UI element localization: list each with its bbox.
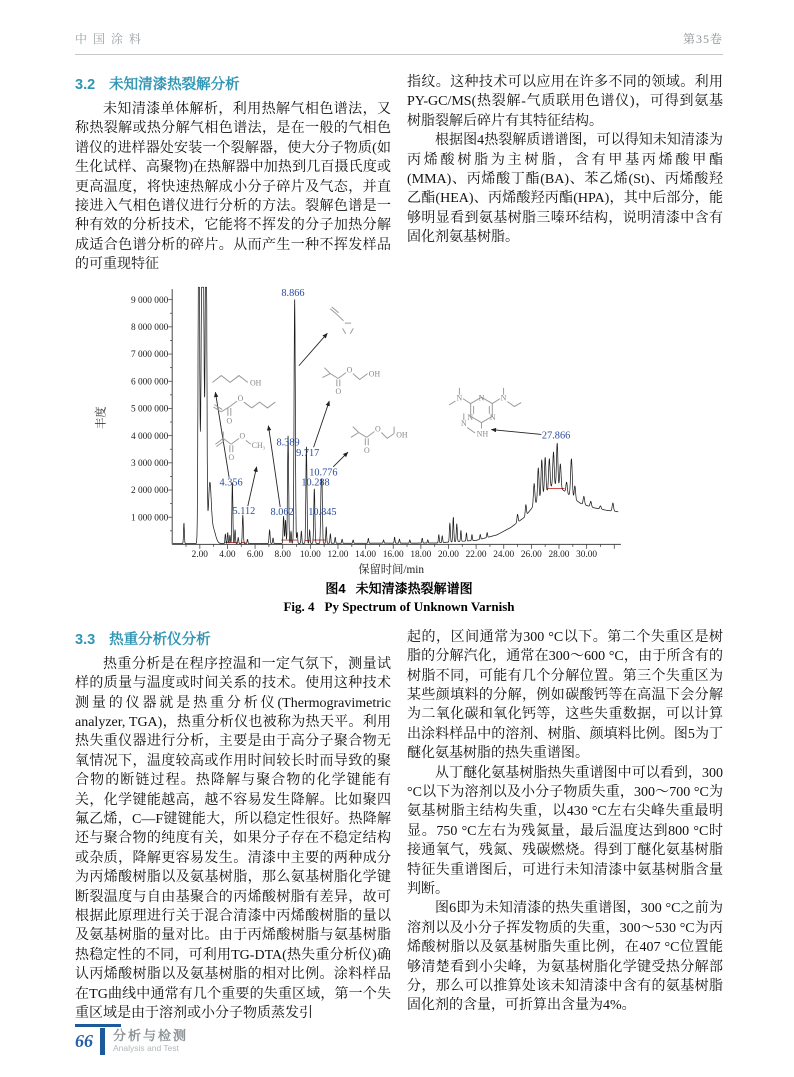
svg-text:8.389: 8.389 — [276, 436, 300, 448]
structure-n-butanol — [212, 375, 261, 387]
svg-text:N: N — [500, 393, 507, 403]
footer-section-en: Analysis and Test — [113, 1043, 179, 1054]
svg-text:OH: OH — [368, 369, 381, 379]
svg-text:N: N — [489, 412, 496, 422]
figure-caption-cn — [75, 580, 723, 598]
paragraph: 未知清漆单体解析，利用热解气相色谱法，又称热裂解或热分解气相色谱法，是在一般的气相色谱仪的进样器处安装一个裂解器，使大分子物质(如生化试样、高聚物)在热解器中加热到几百摄氏度或更高温度，将快速热解成小分子碎片及气态，并直接进入气相色谱仪进行分析的方法。裂解色谱是一种有效的分析技术，它能将不挥发的分子加热分解成适合色谱分析的碎片。从而产生一种不挥发样品的可重现特征 — [75, 102, 391, 273]
structure-methyl-methacrylate — [215, 431, 265, 462]
svg-text:9.717: 9.717 — [296, 447, 320, 459]
structure-styrene — [330, 306, 357, 335]
svg-text:6 000 000: 6 000 000 — [131, 377, 169, 388]
footer-column — [113, 1029, 188, 1054]
svg-text:10.845: 10.845 — [308, 506, 337, 518]
svg-text:10.288: 10.288 — [301, 477, 330, 489]
svg-text:4.356: 4.356 — [219, 477, 243, 489]
svg-text:10.776: 10.776 — [309, 467, 338, 479]
svg-text:5.112: 5.112 — [232, 505, 256, 517]
section-title: 未知清漆热裂解分析 — [109, 77, 240, 93]
svg-text:O: O — [335, 386, 342, 396]
footer-section-cn: 分析与检测 — [113, 1027, 189, 1043]
svg-text:OH: OH — [396, 430, 408, 440]
page-footer — [75, 1024, 188, 1055]
figure-title-en: Py Spectrum of Unknown Varnish — [324, 599, 515, 615]
section-title: 热重分析仪分析 — [109, 631, 211, 648]
svg-text:8.866: 8.866 — [281, 287, 305, 299]
section-number: 3.2 — [75, 77, 96, 93]
svg-text:N: N — [456, 393, 463, 403]
structure-hydroxyethyl-acrylate — [322, 365, 380, 396]
svg-text:30.00: 30.00 — [576, 549, 598, 560]
svg-text:6.00: 6.00 — [246, 549, 264, 560]
section-3-3-heading — [75, 628, 391, 649]
footer-bar — [100, 1028, 105, 1055]
svg-text:OH: OH — [249, 378, 262, 388]
volume-number: 第35卷 — [682, 32, 723, 46]
section-3-2-heading — [75, 73, 391, 94]
structure-triazine-melamine — [449, 387, 521, 438]
section-3-2 — [75, 73, 723, 275]
y-axis-title: 丰度 — [95, 406, 108, 429]
svg-text:22.00: 22.00 — [465, 549, 487, 560]
section-3-3 — [75, 628, 723, 1024]
svg-text:N: N — [467, 412, 474, 422]
svg-text:8 000 000: 8 000 000 — [131, 322, 169, 333]
left-column-top — [75, 73, 391, 275]
paragraph: 热重分析是在程序控温和一定气氛下，测量试样的质量与温度或时间关系的技术。使用这种技术测量的仪器就是热重分析仪(Thermogravimetric analyzer, TGA)，热重分析仪也被称为热天平。利用热失重仪器进行分析，主要是由于高分子聚合物无氧情况下，温度较高或作用时间较长时而导致的聚合物的断链过程。热降解与聚合物的化学键能有关，化学键能越高，越不容易发生降解。比如聚四氟乙烯，C—F键键能大，所以稳定性很好。热降解还与聚合物的纯度有关，如果分子存在不稳定结构或杂质，降解更容易发生。清漆中主要的两种成分为丙烯酸树脂以及氨基树脂，那么氨基树脂化学键断裂温度与自由基聚合的丙烯酸树脂有差异，故可根据此原理进行关于混合清漆中丙烯酸树脂的量以及氨基树脂的量对比。由于丙烯酸树脂与氨基树脂热稳定性的不同，可利用TG-DTA(热失重分析仪)确认丙烯酸树脂以及氨基树脂的相对比例。涂料样品在TG曲线中通常有几个重要的失重区域，第一个失重区域是由于溶剂或小分子物质蒸发引 — [75, 656, 391, 1022]
svg-text:O: O — [237, 393, 244, 403]
right-column-top — [407, 73, 723, 275]
chart-ticks — [131, 295, 614, 559]
right-column-bottom — [407, 628, 723, 1024]
svg-text:O: O — [363, 445, 370, 455]
figure-label-en: Fig. 4 — [283, 599, 315, 615]
paragraph: 根据图4热裂解质谱谱图，可以得知未知清漆为丙烯酸树脂为主树脂，含有甲基丙烯酸甲酯(MMA)、丙烯酸丁酯(BA)、苯乙烯(St)、丙烯酸羟乙酯(HEA)、丙烯酸羟丙酯(HPA)，其中后部分，能够明显看到氨基树脂三嗪环结构，说明清漆中含有固化剂氨基树脂。 — [407, 133, 723, 246]
svg-text:CH₃: CH₃ — [251, 440, 266, 450]
svg-text:4 000 000: 4 000 000 — [131, 431, 169, 442]
svg-text:10.00: 10.00 — [299, 549, 321, 560]
paragraph: 图6即为未知清漆的热失重谱图，300 °C之前为溶剂以及小分子挥发物质的失重，300～530 °C为丙烯酸树脂以及氨基树脂失重比例，在407 °C位置能够清楚看到小尖峰，为氨基树脂化学键受热分解部分，那么可以推算处该未知清漆中含有的氨基树脂固化剂的含量，可折算出含量为4%。 — [407, 901, 723, 1014]
svg-text:1 000 000: 1 000 000 — [131, 513, 169, 524]
py-chart — [75, 285, 723, 580]
svg-text:26.00: 26.00 — [520, 549, 542, 560]
svg-text:NH: NH — [476, 429, 489, 439]
page-header — [75, 30, 723, 55]
svg-text:O: O — [226, 416, 233, 426]
left-column-bottom — [75, 628, 391, 1024]
svg-text:27.866: 27.866 — [541, 430, 571, 442]
footer-badge — [75, 1024, 188, 1055]
figure-label-cn: 图4 — [325, 580, 346, 596]
svg-text:O: O — [239, 431, 246, 441]
svg-text:7 000 000: 7 000 000 — [131, 349, 169, 360]
figure-4 — [75, 285, 723, 616]
structure-hydroxypropyl-acrylate — [351, 424, 408, 455]
figure-title-cn: 未知清漆热裂解谱图 — [355, 580, 473, 596]
svg-text:8.062: 8.062 — [270, 506, 294, 518]
svg-text:14.00: 14.00 — [355, 549, 377, 560]
structure-butyl-acrylate — [213, 394, 275, 426]
svg-text:24.00: 24.00 — [493, 549, 515, 560]
svg-text:4.00: 4.00 — [219, 549, 236, 560]
svg-text:2 000 000: 2 000 000 — [131, 485, 169, 496]
paragraph: 指纹。这种技术可以应用在许多不同的领域。利用PY-GC/MS(热裂解-气质联用色谱仪)，可得到氨基树脂裂解后碎片有其特征结构。 — [407, 75, 723, 129]
journal-name: 中国涂料 — [75, 32, 148, 46]
figure-caption-en — [75, 598, 723, 616]
svg-text:O: O — [346, 365, 353, 375]
svg-text:8.00: 8.00 — [274, 549, 291, 560]
svg-text:18.00: 18.00 — [410, 549, 432, 560]
svg-text:N: N — [460, 418, 467, 428]
svg-text:O: O — [228, 452, 235, 462]
svg-text:28.00: 28.00 — [548, 549, 570, 560]
svg-text:5 000 000: 5 000 000 — [131, 404, 169, 415]
svg-text:20.00: 20.00 — [438, 549, 459, 560]
peak-labels — [220, 288, 571, 518]
svg-text:9 000 000: 9 000 000 — [131, 295, 169, 306]
svg-text:O: O — [375, 424, 381, 434]
svg-text:3 000 000: 3 000 000 — [131, 458, 169, 469]
svg-text:16.00: 16.00 — [382, 549, 404, 560]
svg-text:2.00: 2.00 — [191, 549, 208, 560]
paragraph: 从丁醚化氨基树脂热失重谱图中可以看到，300 °C以下为溶剂以及小分子物质失重，300～700 °C为氨基树脂主结构失重，以430 °C左右尖峰失重最明显。750 °C左右为残氮量，最后温度达到800 °C时接通氧气，残氮、残碳燃烧。得到丁醚化氨基树脂特征失重谱图后，可进行未知清漆中氨基树脂含量判断。 — [407, 765, 723, 898]
x-axis-title: 保留时间/min — [358, 563, 425, 576]
svg-text:N: N — [478, 393, 485, 403]
page-number: 66 — [75, 1031, 93, 1051]
svg-text:12.00: 12.00 — [327, 549, 349, 560]
paragraph: 起的，区间通常为300 °C以下。第二个失重区是树脂的分解汽化，通常在300～600 °C，由于所含有的树脂不同，可能有几个分解位置。第三个失重区为某些颜填料的分解，例如碳酸钙等在高温下会分解为二氧化碳和氧化钙等，这些失重数据，可以计算出涂料样品中的溶剂、树脂、颜填料比例。图5为丁醚化氨基树脂的热失重谱图。 — [407, 629, 723, 762]
section-number: 3.3 — [75, 631, 96, 648]
